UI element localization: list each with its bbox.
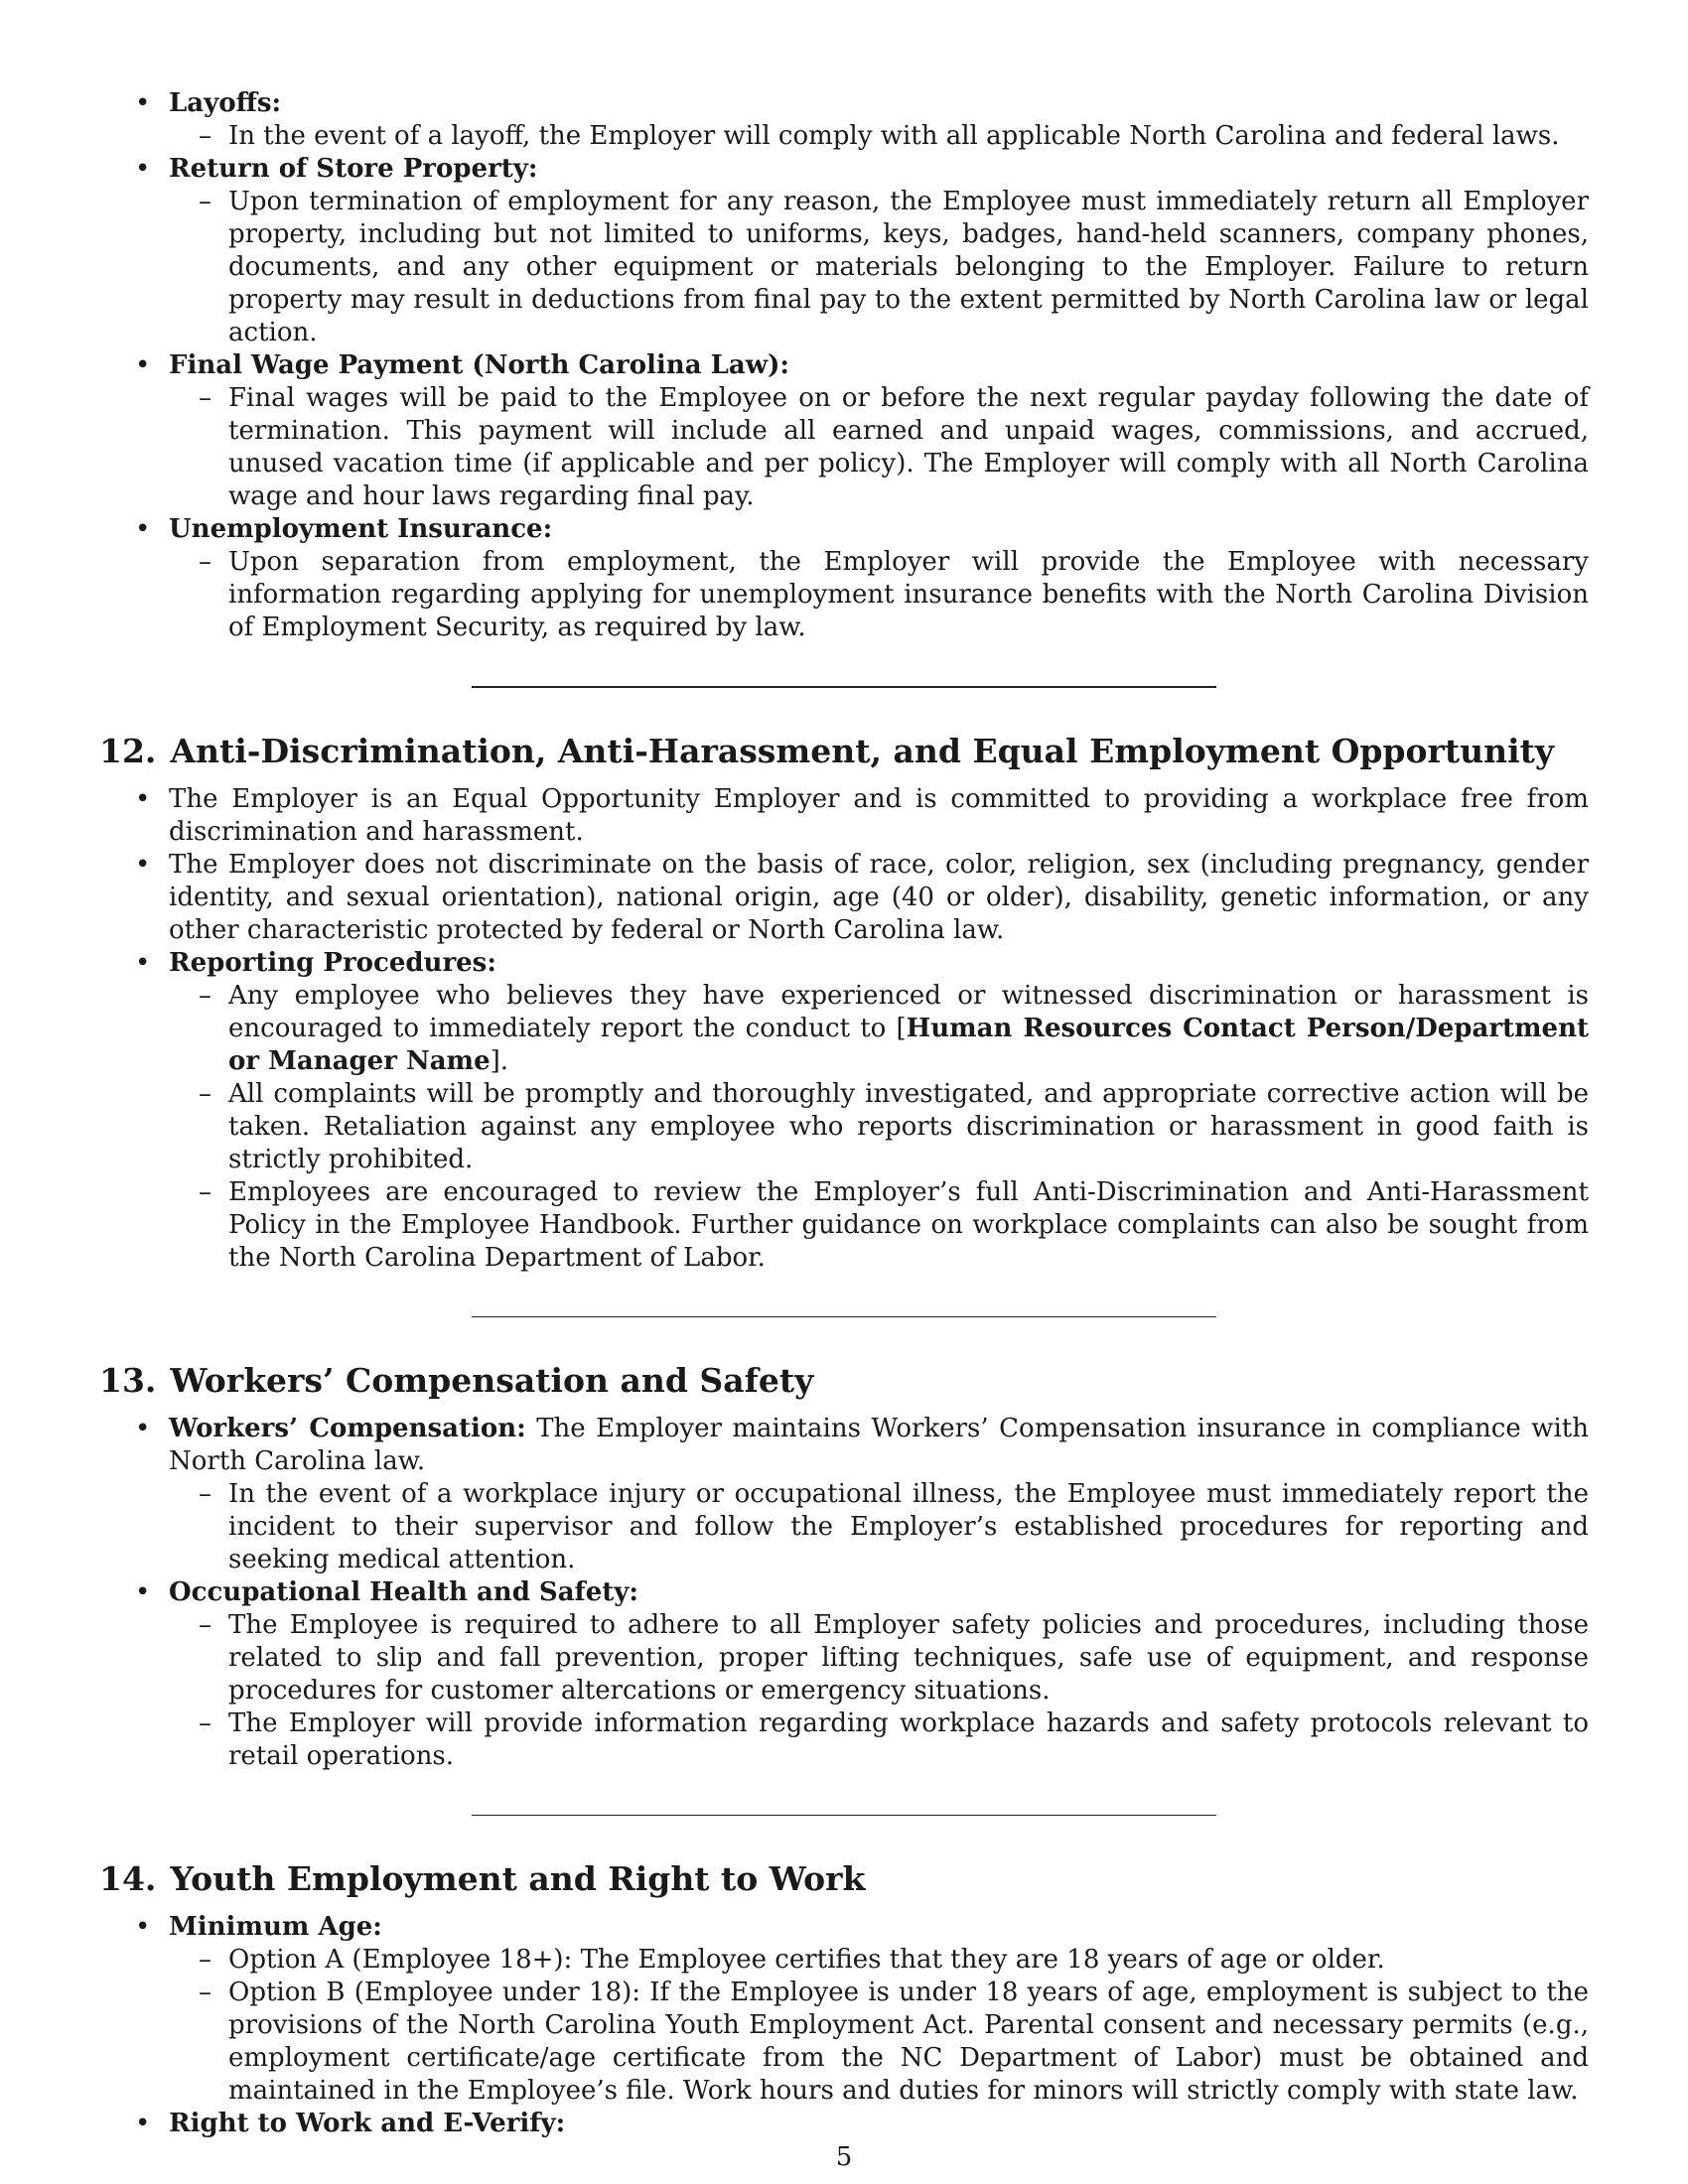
hr-contact-placeholder: Human Resources Contact Person/Department or Manager Name — [228, 1014, 1589, 1076]
reporting-heading: Reporting Procedures: — [169, 948, 496, 978]
dash-icon: – — [199, 1945, 211, 1975]
sub-list-item — [99, 1707, 1589, 1773]
section-13-title — [99, 1361, 1589, 1401]
document-content — [99, 87, 1589, 2140]
layoffs-text: In the event of a layoff, the Employer will comply with all applicable North Carolina and federal laws. — [228, 121, 1560, 151]
list-item-unemployment — [99, 513, 1589, 546]
sub-list-item — [99, 382, 1589, 513]
layoffs-heading: Layoffs: — [169, 88, 282, 118]
list-item — [99, 849, 1589, 947]
dash-icon: – — [199, 121, 211, 151]
sub-list-item: – Any employee who believes they have experienced or witnessed discrimination or harassment is encouraged to immediately report the conduct to [Human Resources Contact Person/Department or Manager Name]. — [199, 981, 1589, 1076]
sub-list-item — [99, 1944, 1589, 1977]
dash-icon: – — [199, 1079, 211, 1109]
unemployment-heading: Unemployment Insurance: — [169, 514, 553, 544]
page-number: 5 — [835, 2142, 853, 2172]
sub-list-item — [99, 1176, 1589, 1275]
section-title-text: Workers’ Compensation and Safety — [170, 1361, 814, 1400]
sub-list-item — [99, 1609, 1589, 1707]
sub-list-item — [99, 120, 1589, 153]
list-item-reporting — [99, 947, 1589, 980]
hazards-text: The Employer will provide information regarding workplace hazards and safety protocols relevant to retail operations. — [228, 1708, 1589, 1771]
section-divider — [472, 686, 1216, 688]
section-14-title — [99, 1859, 1589, 1899]
reporting-text-post: . — [499, 1046, 509, 1076]
section-12-title — [99, 732, 1589, 771]
bullet-icon: • — [135, 784, 151, 814]
final-wage-heading: Final Wage Payment (North Carolina Law): — [169, 350, 790, 380]
section-title-text: Anti-Discrimination, Anti-Harassment, and Equal Employment Opportunity — [170, 732, 1555, 770]
bullet-icon: • — [135, 88, 151, 118]
option-a-text: Option A (Employee 18+): The Employee certifies that they are 18 years of age or older. — [228, 1945, 1385, 1975]
complaints-text: All complaints will be promptly and thoroughly investigated, and appropriate corrective action will be taken. Retaliation against any employee who reports discrimination or harassment in good faith is strictly prohibited. — [228, 1079, 1589, 1174]
workers-comp-heading: Workers’ Compensation: — [169, 1414, 526, 1443]
list-item-minimum-age — [99, 1911, 1589, 1944]
section-divider — [472, 1815, 1216, 1816]
bullet-icon: • — [135, 850, 151, 880]
document-page — [99, 87, 1589, 2140]
sub-list-item — [99, 1478, 1589, 1576]
handbook-text: Employees are encouraged to review the Employer’s full Anti-Discrimination and Anti-Harassment Policy in the Employee Handbook. Further guidance on workplace complaints can also be sought from the North Carolina Department of Labor. — [228, 1177, 1589, 1273]
return-property-text: Upon termination of employment for any reason, the Employee must immediately return all Employer property, including but not limited to uniforms, keys, badges, hand-held scanners, company phones, documents, and any other equipment or materials belonging to the Employer. Failure to return property may result in deductions from final pay to the extent permitted by North Carolina law or legal action. — [228, 187, 1589, 347]
injury-report-text: In the event of a workplace injury or occupational illness, the Employee must immediately report the incident to their supervisor and follow the Employer’s established procedures for reporting and seeking medical attention. — [228, 1479, 1589, 1574]
dash-icon: – — [199, 1177, 211, 1207]
bullet-icon: • — [135, 350, 151, 380]
section-number: 12. — [99, 732, 157, 770]
dash-icon: – — [199, 981, 211, 1011]
final-wage-text: Final wages will be paid to the Employee on or before the next regular payday following the date of termination. This payment will include all earned and unpaid wages, commissions, and accrued, unused vacation time (if applicable and per policy). The Employer will comply with all North Carolina wage and hour laws regarding final pay. — [228, 383, 1589, 511]
list-item-final-wage — [99, 349, 1589, 382]
bullet-icon: • — [135, 948, 151, 978]
unemployment-text: Upon separation from employment, the Employer will provide the Employee with necessary information regarding applying for unemployment insurance benefits with the North Carolina Division of Employment Security, as required by law. — [228, 547, 1589, 642]
bullet-icon: • — [135, 154, 151, 184]
dash-icon: – — [199, 1708, 211, 1738]
dash-icon: – — [199, 187, 211, 216]
section-title-text: Youth Employment and Right to Work — [170, 1859, 866, 1898]
right-to-work-heading: Right to Work and E-Verify: — [169, 2109, 566, 2138]
dash-icon: – — [199, 1610, 211, 1640]
workers-comp-text: The Employer maintains Workers’ Compensation insurance in compliance with North Carolina law. — [169, 1414, 1589, 1476]
section-number: 13. — [99, 1361, 157, 1400]
dash-icon: – — [199, 1978, 211, 2007]
reporting-text-pre: Any employee who believes they have experienced or witnessed discrimination or harassment is encouraged to immediately report the conduct to — [228, 981, 1589, 1043]
sub-list-item — [99, 1078, 1589, 1176]
dash-icon: – — [199, 1479, 211, 1509]
list-item-ohs — [99, 1576, 1589, 1609]
list-item-right-to-work — [99, 2108, 1589, 2140]
non-discrimination-statement: The Employer does not discriminate on the basis of race, color, religion, sex (including pregnancy, gender identity, and sexual orientation), national origin, age (40 or older), disability, genetic information, or any other characteristic protected by federal or North Carolina law. — [169, 850, 1589, 945]
option-b-text: Option B (Employee under 18): If the Employee is under 18 years of age, employment is subject to the provisions of the North Carolina Youth Employment Act. Parental consent and necessary permits (e.g., employment certificate/age certificate from the NC Department of Labor) must be obtained and maintained in the Employee’s file. Work hours and duties for minors will strictly comply with state law. — [228, 1978, 1589, 2106]
bullet-icon: • — [135, 1912, 151, 1942]
bullet-icon: • — [135, 514, 151, 544]
bullet-icon: • — [135, 2109, 151, 2138]
sub-list-item — [99, 1977, 1589, 2108]
dash-icon: – — [199, 547, 211, 577]
safety-policies-text: The Employee is required to adhere to all Employer safety policies and procedures, including those related to slip and fall prevention, proper lifting techniques, safe use of equipment, and response procedures for customer altercations or emergency situations. — [228, 1610, 1589, 1706]
sub-list-item — [99, 186, 1589, 349]
list-item — [99, 783, 1589, 849]
minimum-age-heading: Minimum Age: — [169, 1912, 382, 1942]
list-item-workers-comp — [99, 1413, 1589, 1478]
bullet-icon: • — [135, 1577, 151, 1607]
section-number: 14. — [99, 1859, 157, 1898]
section-divider — [472, 1316, 1216, 1317]
bullet-icon: • — [135, 1414, 151, 1443]
ohs-heading: Occupational Health and Safety: — [169, 1577, 638, 1607]
list-item-return-property — [99, 153, 1589, 186]
return-property-heading: Return of Store Property: — [169, 154, 538, 184]
list-item-layoffs — [99, 87, 1589, 120]
sub-list-item — [99, 546, 1589, 644]
dash-icon: – — [199, 383, 211, 413]
eeo-statement: The Employer is an Equal Opportunity Employer and is committed to providing a workplace free from discrimination and harassment. — [169, 784, 1589, 847]
